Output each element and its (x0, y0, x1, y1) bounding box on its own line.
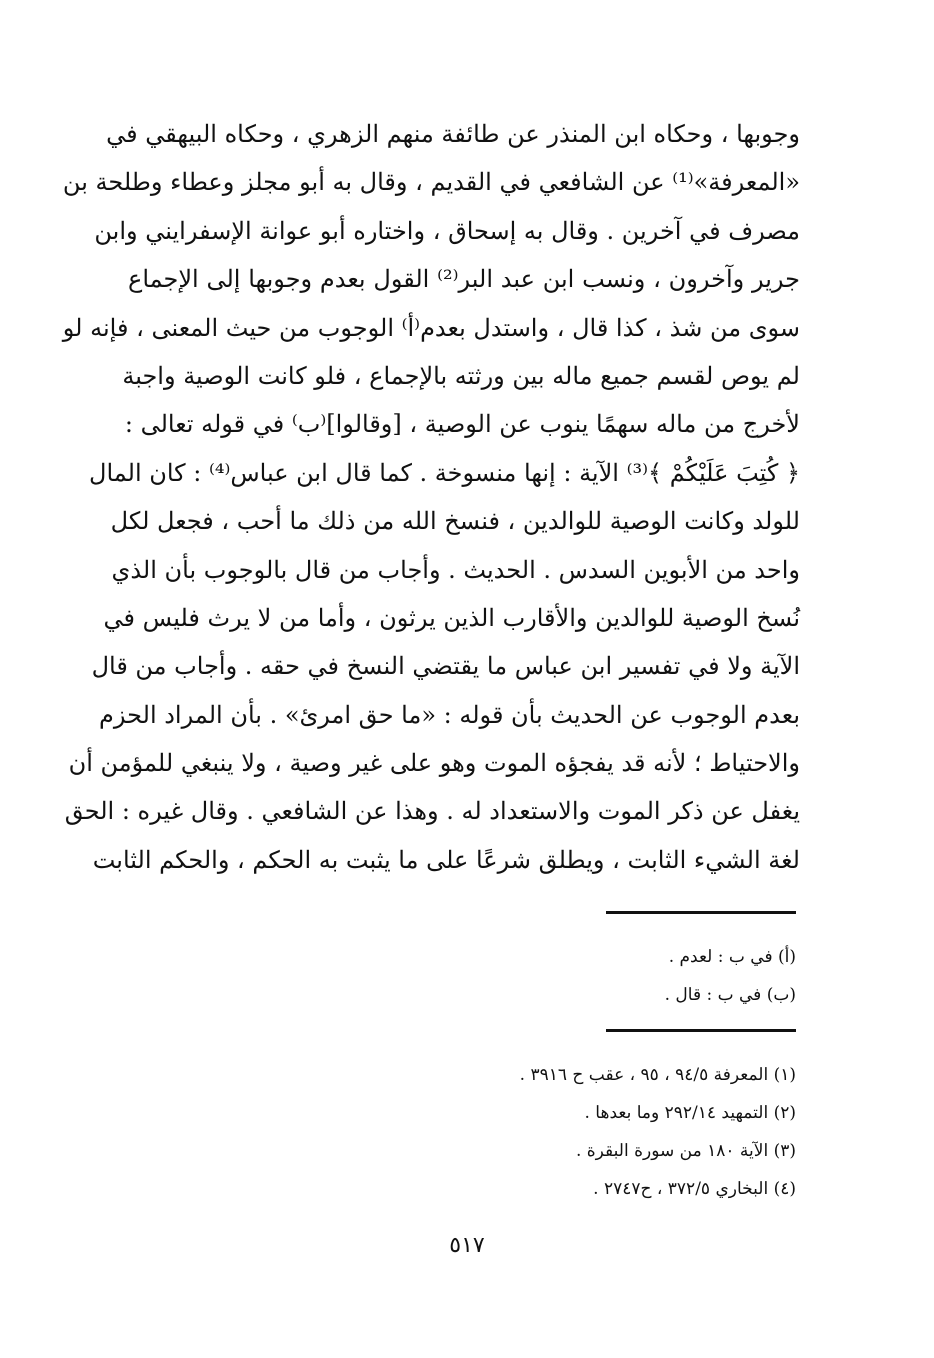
variant-footnotes (196, 938, 796, 1014)
text-line: الآية ولا في تفسير ابن عباس ما يقتضي النسخ في حقه . وأجاب من قال (91, 652, 800, 681)
footnote: (أ) في ب : لعدم . (668, 947, 796, 967)
text-line: واحد من الأبوين السدس . الحديث . وأجاب من قال بالوجوب بأن الذي (111, 555, 800, 584)
text-line: «المعرفة»⁽¹⁾ عن الشافعي في القديم ، وقال به أبو مجلز وعطاء وطلحة بن (62, 168, 800, 197)
text-line: نُسخ الوصية للوالدين والأقارب الذين يرثون ، وأما من لا يرث فليس في (103, 603, 800, 632)
text-line: ﴿ كُتِبَ عَلَيْكُمْ ﴾⁽³⁾ الآية : إنها منسوخة . كما قال ابن عباس⁽⁴⁾ : كان المال (89, 458, 800, 487)
footnote: (ب) في ب : قال . (664, 985, 796, 1005)
text-line: يغفل عن ذكر الموت والاستعداد له . وهذا عن الشافعي . وقال غيره : الحق (64, 797, 800, 826)
text-line: لغة الشيء الثابت ، ويطلق شرعًا على ما يثبت به الحكم ، والحكم الثابت (92, 845, 800, 874)
text-line: لأخرج من ماله سهمًا ينوب عن الوصية ، [وقالوا]⁽ب⁾ في قوله تعالى : (124, 410, 800, 439)
text-line: جرير وآخرون ، ونسب ابن عبد البر⁽²⁾ القول بعدم وجوبها إلى الإجماع (128, 265, 801, 294)
text-line: وجوبها ، وحكاه ابن المنذر عن طائفة منهم الزهري ، وحكاه البيهقي في (106, 120, 800, 148)
footnote: (١) المعرفة ٩٤/٥ ، ٩٥ ، عقب ح ٣٩١٦ . (519, 1065, 796, 1085)
footnote-divider (606, 911, 796, 914)
text-line: سوى من شذ ، كذا قال ، واستدل بعدم⁽أ⁾ الوجوب من حيث المعنى ، فإنه لو (62, 313, 800, 342)
text-line: مصرف في آخرين . وقال به إسحاق ، واختاره أبو عوانة الإسفرايني وابن (94, 216, 800, 245)
text-line: والاحتياط ؛ لأنه قد يفجؤه الموت وهو على غير وصية ، ولا ينبغي للمؤمن أن (68, 749, 800, 778)
footnote: (٣) الآية ١٨٠ من سورة البقرة . (575, 1141, 796, 1161)
page-number: ٥١٧ (449, 1233, 485, 1258)
text-line: لم يوص لقسم جميع ماله بين ورثته بالإجماع ، فلو كانت الوصية واجبة (122, 361, 800, 390)
source-footnotes (196, 1056, 796, 1208)
text-line: بعدم الوجوب عن الحديث بأن قوله : «ما حق امرئ» . بأن المراد الحزم (99, 700, 800, 729)
main-text (62, 110, 801, 884)
footnote: (٢) التمهيد ٢٩٢/١٤ وما بعدها . (584, 1103, 796, 1123)
footnote-divider (606, 1029, 796, 1032)
text-line: للولد وكانت الوصية للوالدين ، فنسخ الله من ذلك ما أحب ، فجعل لكل (110, 507, 800, 536)
footnote: (٤) البخاري ٣٧٢/٥ ، ح٢٧٤٧ . (593, 1179, 796, 1199)
